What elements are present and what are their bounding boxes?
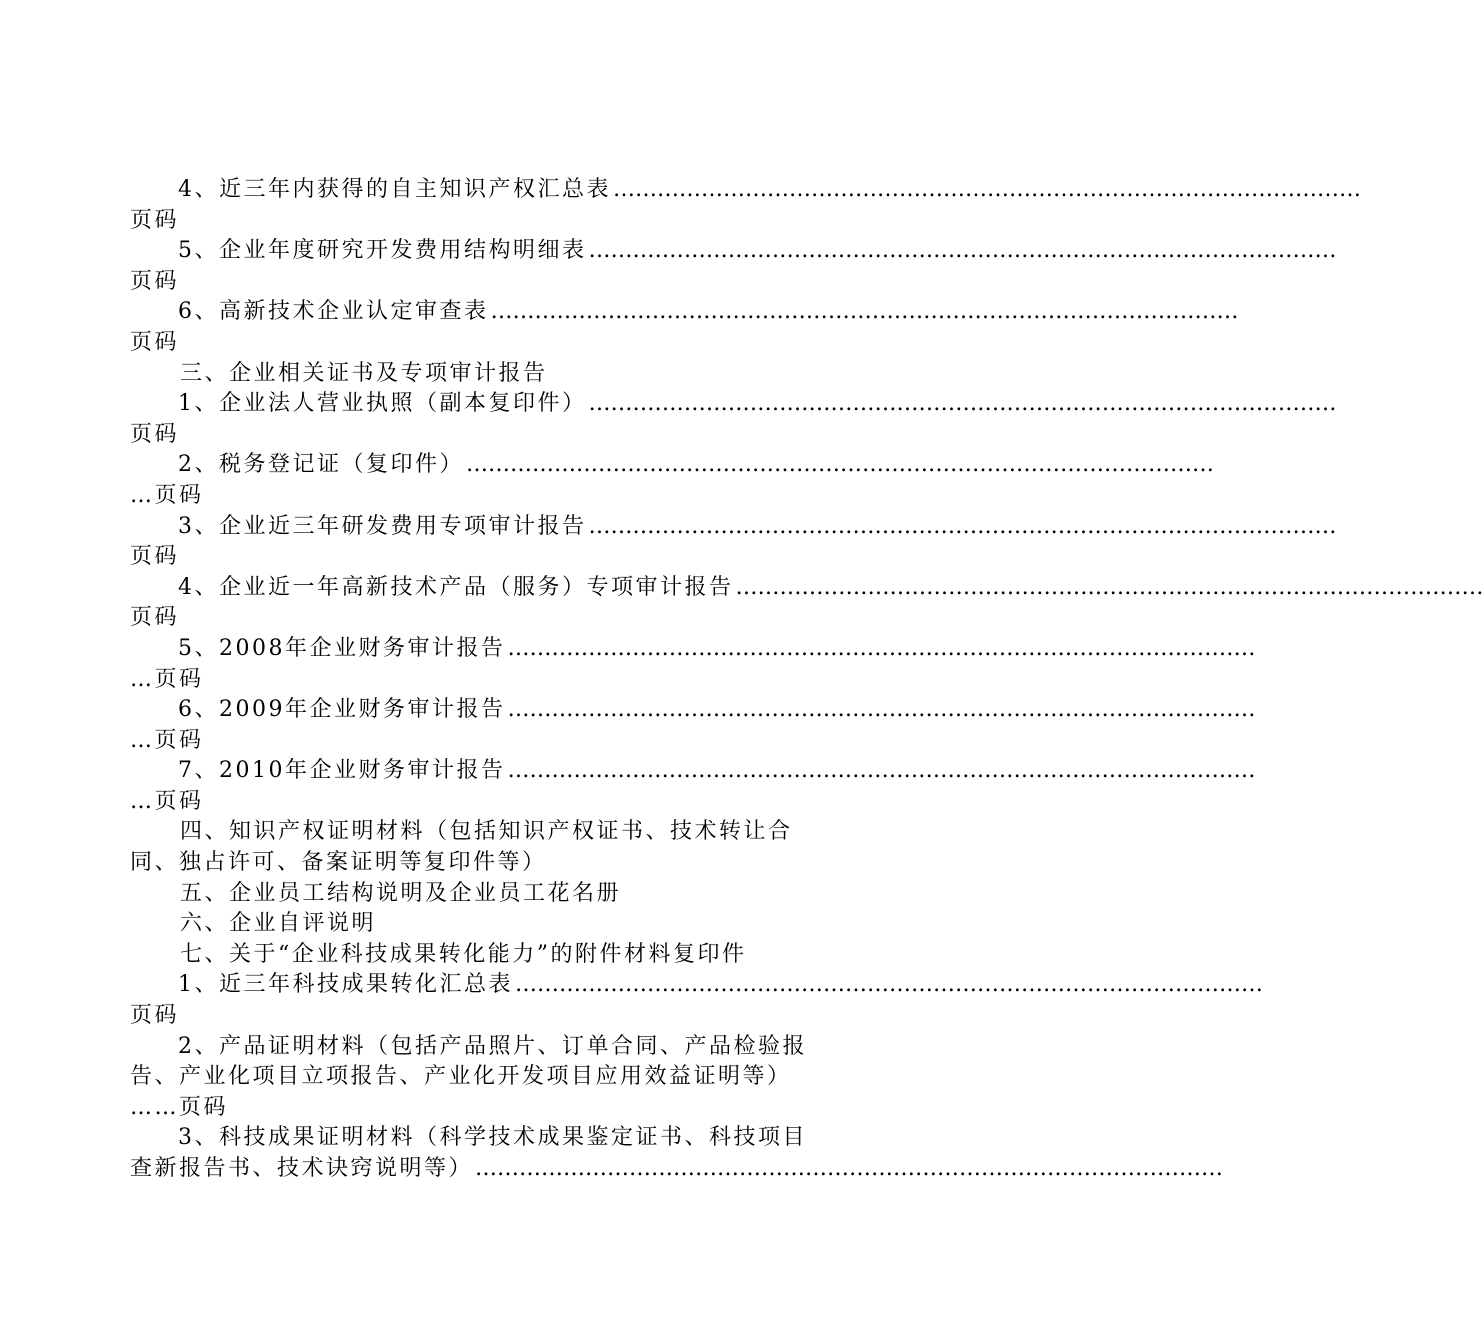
section-heading-certificates: 三、企业相关证书及专项审计报告 bbox=[180, 360, 548, 386]
dot-leader: ………………………………………………………………………………………… bbox=[588, 391, 1337, 417]
section-heading-ip-proof-continued: 同、独占许可、备案证明等复印件等） bbox=[130, 850, 547, 876]
toc-entry-audit-2008 bbox=[130, 634, 1256, 665]
entry-text: 3、企业近三年研发费用专项审计报告 bbox=[178, 513, 587, 539]
toc-entry-business-license bbox=[130, 389, 1337, 420]
page-number-label: 页码 bbox=[130, 605, 180, 631]
dot-leader: ………………………………………………………………………………………… bbox=[588, 238, 1337, 264]
toc-entry-product-proof: 2、产品证明材料（包括产品照片、订单合同、产品检验报 bbox=[178, 1033, 807, 1059]
toc-entry-rd-cost-table bbox=[130, 236, 1337, 267]
dot-leader: ………………………………………………………………………………………… bbox=[735, 574, 1484, 600]
entry-text: 4、企业近一年高新技术产品（服务）专项审计报告 bbox=[178, 574, 734, 600]
toc-entry-review-table bbox=[130, 297, 1239, 328]
dot-leader: ………………………………………………………………………………………… bbox=[507, 635, 1256, 661]
dot-leader: ………………………………………………………………………………………… bbox=[475, 1156, 1224, 1181]
dot-leader: ………………………………………………………………………………………… bbox=[515, 972, 1263, 998]
page-number-label: 页码 bbox=[130, 544, 180, 570]
toc-entry-product-proof-continued: 告、产业化项目立项报告、产业化开发项目应用效益证明等） bbox=[130, 1064, 792, 1090]
toc-entry-audit-2010 bbox=[130, 756, 1256, 787]
toc-entry-transformation-summary bbox=[130, 970, 1263, 1001]
entry-text: 1、企业法人营业执照（副本复印件） bbox=[178, 391, 587, 417]
entry-text: 6、2009年企业财务审计报告 bbox=[178, 697, 506, 723]
entry-text: 4、近三年内获得的自主知识产权汇总表 bbox=[178, 177, 611, 202]
page-number-label: 页码 bbox=[130, 207, 180, 233]
page-number-label: …页码 bbox=[130, 666, 204, 692]
entry-text: 5、2008年企业财务审计报告 bbox=[178, 635, 506, 661]
page-number-label: ……页码 bbox=[130, 1094, 229, 1120]
section-heading-ip-proof: 四、知识产权证明材料（包括知识产权证书、技术转让合 bbox=[180, 819, 793, 845]
section-heading-self-evaluation: 六、企业自评说明 bbox=[180, 911, 377, 937]
entry-text: 2、税务登记证（复印件） bbox=[178, 452, 464, 478]
entry-text: 6、高新技术企业认定审查表 bbox=[178, 299, 489, 325]
dot-leader: ………………………………………………………………………………………… bbox=[613, 177, 1361, 202]
toc-entry-achievement-proof-continued bbox=[130, 1154, 1224, 1185]
dot-leader: ………………………………………………………………………………………… bbox=[490, 299, 1239, 325]
dot-leader: ………………………………………………………………………………………… bbox=[466, 452, 1214, 478]
document-page bbox=[130, 175, 1484, 1185]
page-number-label: 页码 bbox=[130, 329, 180, 355]
toc-entry-audit-2009 bbox=[130, 695, 1256, 726]
entry-text: 7、2010年企业财务审计报告 bbox=[178, 758, 506, 784]
entry-text: 1、近三年科技成果转化汇总表 bbox=[178, 972, 513, 998]
entry-text: 查新报告书、技术诀窍说明等） bbox=[130, 1156, 474, 1181]
toc-entry-tax-registration bbox=[130, 450, 1214, 481]
dot-leader: ………………………………………………………………………………………… bbox=[507, 758, 1256, 784]
section-heading-transformation: 七、关于“企业科技成果转化能力”的附件材料复印件 bbox=[180, 941, 747, 967]
dot-leader: ………………………………………………………………………………………… bbox=[588, 513, 1337, 539]
toc-entry-hitech-product-audit bbox=[130, 573, 1484, 604]
toc-entry-ip-summary bbox=[130, 175, 1361, 206]
entry-text: 5、企业年度研究开发费用结构明细表 bbox=[178, 238, 587, 264]
page-number-label: …页码 bbox=[130, 727, 204, 753]
toc-entry-rd-audit bbox=[130, 512, 1337, 543]
section-heading-staff-structure: 五、企业员工结构说明及企业员工花名册 bbox=[180, 880, 622, 906]
toc-entry-achievement-proof: 3、科技成果证明材料（科学技术成果鉴定证书、科技项目 bbox=[178, 1125, 807, 1151]
dot-leader: ………………………………………………………………………………………… bbox=[507, 697, 1256, 723]
page-number-label: …页码 bbox=[130, 788, 204, 814]
page-number-label: 页码 bbox=[130, 268, 180, 294]
page-number-label: …页码 bbox=[130, 482, 204, 508]
page-number-label: 页码 bbox=[130, 1003, 180, 1029]
page-number-label: 页码 bbox=[130, 421, 180, 447]
